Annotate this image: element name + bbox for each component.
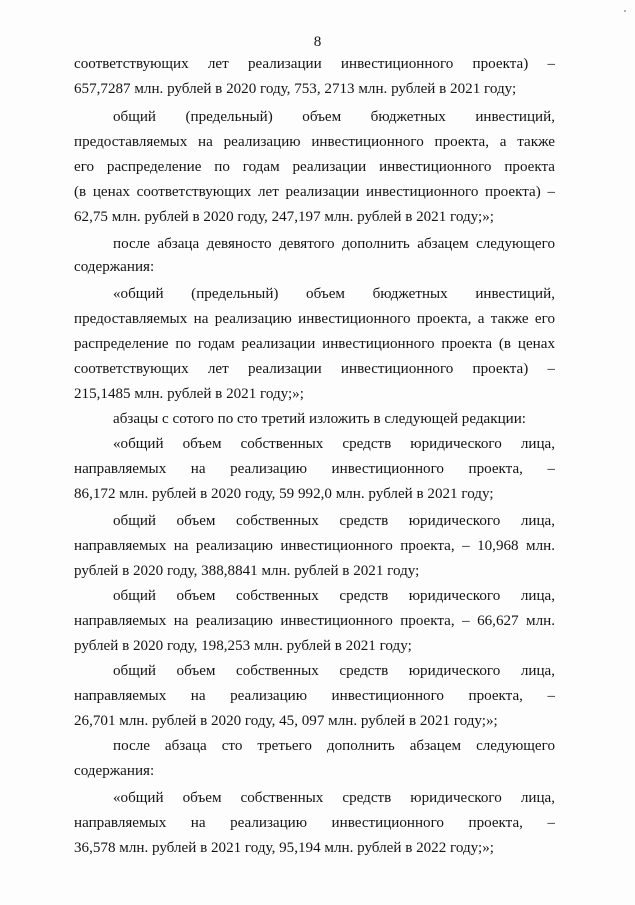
- text-line: 62,75 млн. рублей в 2020 году, 247,197 млн. рублей в 2021 году;»;: [74, 209, 494, 225]
- text-line: направляемых на реализацию инвестиционного проекта, –: [74, 815, 555, 831]
- text-line: направляемых на реализацию инвестиционного проекта, –: [74, 461, 555, 477]
- text-line: «общий (предельный) объем бюджетных инвестиций,: [113, 286, 555, 302]
- text-line: общий (предельный) объем бюджетных инвестиций,: [113, 109, 555, 125]
- text-line: направляемых на реализацию инвестиционного проекта, –: [74, 688, 555, 704]
- text-line: направляемых на реализацию инвестиционного проекта, – 66,627 млн.: [74, 613, 555, 629]
- text-line: содержания:: [74, 259, 155, 275]
- text-line: содержания:: [74, 763, 155, 779]
- text-line: 26,701 млн. рублей в 2020 году, 45, 097 млн. рублей в 2021 году;»;: [74, 713, 498, 729]
- text-line: предоставляемых на реализацию инвестиционного проекта, а также его: [74, 311, 555, 327]
- text-line: «общий объем собственных средств юридического лица,: [113, 436, 555, 452]
- text-line: после абзаца сто третьего дополнить абзацем следующего: [113, 738, 555, 754]
- text-line: общий объем собственных средств юридического лица,: [113, 588, 555, 604]
- text-line: 86,172 млн. рублей в 2020 году, 59 992,0 млн. рублей в 2021 году;: [74, 486, 494, 502]
- text-line: 657,7287 млн. рублей в 2020 году, 753, 2713 млн. рублей в 2021 году;: [74, 81, 517, 97]
- text-line: 36,578 млн. рублей в 2021 году, 95,194 млн. рублей в 2022 году;»;: [74, 840, 494, 856]
- text-line: 215,1485 млн. рублей в 2021 году;»;: [74, 386, 304, 402]
- text-line: абзацы с сотого по сто третий изложить в следующей редакции:: [113, 411, 526, 427]
- text-line: после абзаца девяносто девятого дополнить абзацем следующего: [113, 236, 555, 252]
- text-line: соответствующих лет реализации инвестиционного проекта) –: [74, 361, 555, 377]
- text-line: общий объем собственных средств юридического лица,: [113, 513, 555, 529]
- text-line: рублей в 2020 году, 388,8841 млн. рублей в 2021 году;: [74, 563, 420, 579]
- text-line: его распределение по годам реализации инвестиционного проекта: [74, 159, 555, 175]
- scan-speck: [624, 10, 626, 12]
- text-line: общий объем собственных средств юридического лица,: [113, 663, 555, 679]
- text-line: направляемых на реализацию инвестиционного проекта, – 10,968 млн.: [74, 538, 555, 554]
- page-number: 8: [313, 34, 322, 50]
- text-line: «общий объем собственных средств юридического лица,: [113, 790, 555, 806]
- text-line: распределение по годам реализации инвестиционного проекта (в ценах: [74, 336, 555, 352]
- text-line: предоставляемых на реализацию инвестиционного проекта, а также: [74, 134, 555, 150]
- text-line: рублей в 2020 году, 198,253 млн. рублей в 2021 году;: [74, 638, 412, 654]
- text-line: (в ценах соответствующих лет реализации инвестиционного проекта) –: [74, 184, 555, 200]
- text-line: соответствующих лет реализации инвестиционного проекта) –: [74, 56, 555, 72]
